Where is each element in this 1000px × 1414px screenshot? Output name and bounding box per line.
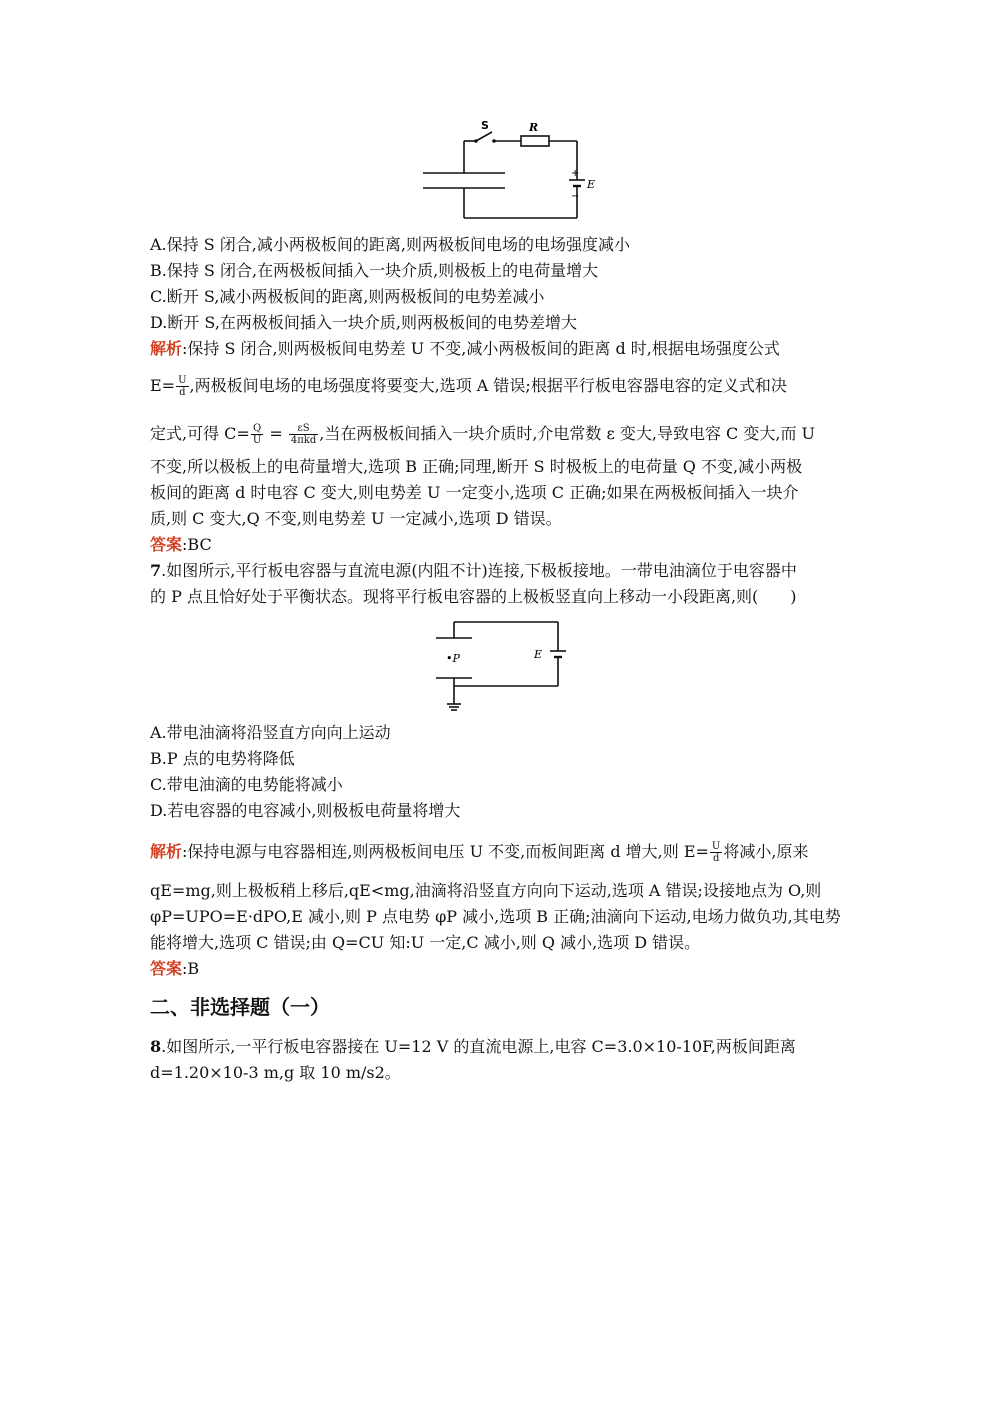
q6-option-a: A.保持 S 闭合,减小两极板间的距离,则两极板间电场的电场强度减小 bbox=[150, 235, 630, 254]
q7-answer: 答案:B bbox=[150, 959, 200, 978]
q7-option-c: C.带电油滴的电势能将减小 bbox=[150, 775, 343, 794]
q6-analysis-line-6: 质,则 C 变大,Q 不变,则电势差 U 一定减小,选项 D 错误。 bbox=[150, 509, 562, 528]
q7-option-b: B.P 点的电势将降低 bbox=[150, 749, 295, 768]
fraction-u-over-d: $\frac{U}{d}$ bbox=[178, 375, 187, 398]
switch-label: S bbox=[480, 119, 489, 132]
q6-answer-label: 答案 bbox=[150, 535, 183, 554]
q6-answer: 答案:BC bbox=[150, 535, 212, 554]
minus-sign: − bbox=[570, 191, 579, 202]
circuit-diagram-2 bbox=[428, 616, 578, 714]
circuit-figure-2 bbox=[150, 616, 855, 714]
point-p-label: •P bbox=[445, 652, 460, 665]
circuit-figure-1 bbox=[150, 118, 855, 226]
q7-analysis-line-3: φP=UPO=E·dPO,E 减小,则 P 点电势 φP 减小,选项 B 正确;油滴向下运动,电场力做负功,其电势 bbox=[150, 907, 841, 926]
q7-stem-line-1: 7.如图所示,平行板电容器与直流电源(内阻不计)连接,下极板接地。一带电油滴位于电容器中 bbox=[150, 561, 797, 580]
q7-analysis-line-2: qE=mg,则上极板稍上移后,qE<mg,油滴将沿竖直方向向下运动,选项 A 错误;设接地点为 O,则 bbox=[150, 881, 822, 900]
fraction-es-over-4pikd: $\frac{\varepsilon S}{\text{4πkd}}$ bbox=[290, 423, 317, 446]
resistor-symbol bbox=[521, 136, 549, 146]
q6-analysis-label: 解析 bbox=[150, 339, 183, 358]
section-heading: 二、非选择题（一） bbox=[150, 995, 330, 1019]
q7-option-a: A.带电油滴将沿竖直方向向上运动 bbox=[150, 723, 391, 742]
q8-line-2: d=1.20×10-3 m,g 取 10 m/s2。 bbox=[150, 1063, 401, 1082]
q6-option-c: C.断开 S,减小两极板间的距离,则两极板间的电势差减小 bbox=[150, 287, 545, 306]
q7-option-d: D.若电容器的电容减小,则极板电荷量将增大 bbox=[150, 801, 461, 820]
q6-option-d: D.断开 S,在两极板间插入一块介质,则两极板间的电势差增大 bbox=[150, 313, 577, 332]
q7-analysis-line-1: 解析:保持电源与电容器相连,则两极板间电压 U 不变,而板间距离 d 增大,则 E= $\frac{U}{d}$ 将减小,原来 bbox=[150, 841, 809, 864]
q8-line-1: 8.如图所示,一平行板电容器接在 U=12 V 的直流电源上,电容 C=3.0×10-10F,两板间距离 bbox=[150, 1037, 796, 1056]
resistor-label: R bbox=[528, 121, 538, 134]
q7-number: 7 bbox=[150, 561, 162, 580]
plus-sign: + bbox=[570, 168, 579, 179]
q7-stem-line-2: 的 P 点且恰好处于平衡状态。现将平行板电容器的上极板竖直向上移动一小段距离,则( ) bbox=[150, 587, 797, 606]
q6-analysis-line-3: 定式,可得 C= $\frac{Q}{U}$ = $\frac{\varepsilon S}{\text{4πkd}}$ ,当在两极板间插入一块介质时,介电常数 ε 变大,导致电容 C 变大,而 U bbox=[150, 423, 816, 446]
q7-analysis-label: 解析 bbox=[150, 842, 183, 861]
circuit-diagram-1 bbox=[393, 118, 613, 226]
q7-answer-label: 答案 bbox=[150, 959, 183, 978]
q7-analysis-line-4: 能将增大,选项 C 错误;由 Q=CU 知:U 一定,C 减小,则 Q 减小,选项 D 错误。 bbox=[150, 933, 701, 952]
page-content bbox=[150, 118, 855, 1086]
q6-option-b: B.保持 S 闭合,在两极板间插入一块介质,则极板上的电荷量增大 bbox=[150, 261, 599, 280]
q8-number: 8 bbox=[150, 1037, 162, 1056]
q6-analysis-line-5: 板间的距离 d 时电容 C 变大,则电势差 U 一定变小,选项 C 正确;如果在两极板间插入一块介 bbox=[150, 483, 799, 502]
switch-blade bbox=[476, 132, 492, 141]
fraction-q-over-u: $\frac{Q}{U}$ bbox=[252, 423, 262, 446]
emf-label: E bbox=[586, 178, 595, 191]
q6-analysis-line-4: 不变,所以极板上的电荷量增大,选项 B 正确;同理,断开 S 时极板上的电荷量 Q 不变,减小两极 bbox=[150, 457, 803, 476]
fraction-u-over-d-2: $\frac{U}{d}$ bbox=[711, 841, 721, 864]
emf-label-2: E bbox=[533, 648, 542, 661]
q6-analysis-line-1: 解析:保持 S 闭合,则两极板间电势差 U 不变,减小两极板间的距离 d 时,根据电场强度公式 bbox=[150, 339, 780, 358]
q6-analysis-line-2: E= $\frac{U}{d}$ ,两极板间电场的电场强度将要变大,选项 A 错误;根据平行板电容器电容的定义式和决 bbox=[150, 375, 787, 398]
